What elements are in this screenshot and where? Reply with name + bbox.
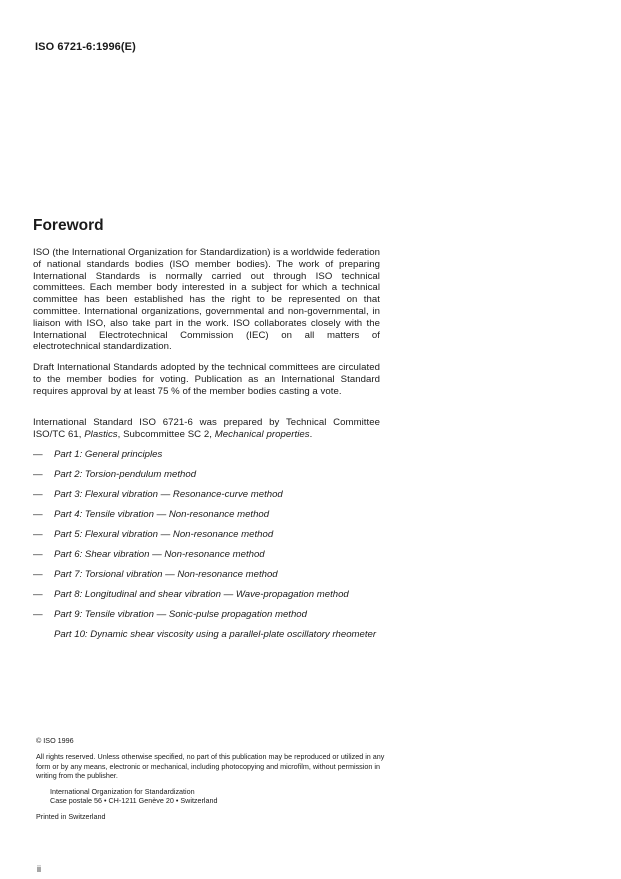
postal-address: Case postale 56 • CH-1211 Genève 20 • Switzerland [50, 796, 218, 806]
list-dash [33, 629, 54, 641]
part-title: Part 5: Flexural vibration — Non-resonance method [54, 528, 274, 540]
list-item [33, 469, 393, 481]
paragraph-3-middle: , Subcommittee SC 2, [117, 428, 215, 440]
printed-in: Printed in Switzerland [36, 812, 106, 822]
part-title: Part 1: General principles [54, 449, 163, 460]
part-title: Part 6: Shear vibration — Non-resonance method [54, 548, 265, 560]
list-item [33, 589, 393, 601]
paragraph-3-lead: International Standard ISO 6721-6 was prepared by Technical Committee ISO/TC 61, [33, 417, 380, 440]
list-item [33, 609, 393, 621]
list-dash: — [33, 449, 43, 460]
list-item [33, 489, 393, 501]
copyright-notice: © ISO 1996 [36, 736, 74, 745]
committee-name: Plastics [84, 428, 118, 440]
document-id: ISO 6721-6:1996(E) [35, 41, 136, 53]
list-dash: — [33, 528, 43, 540]
part-title: Part 10: Dynamic shear viscosity using a parallel-plate oscillatory rheometer [54, 628, 377, 640]
list-dash: — [33, 608, 43, 620]
foreword-paragraph-2: Draft International Standards adopted by the technical committees are circulated to the member bodies for voting. Publication as an International Standard requires approval by at least 75 % of the member bodies casting a vote. [33, 362, 380, 397]
rights-statement: All rights reserved. Unless otherwise specified, no part of this publication may be reproduced or utilized in any form or by any means, electronic or mechanical, including photocopying and microfilm, without permission in writing from the publisher. [36, 752, 385, 781]
part-title: Part 4: Tensile vibration — Non-resonance method [54, 508, 270, 520]
organization-address [36, 787, 388, 806]
list-dash: — [33, 468, 43, 480]
list-item [33, 529, 393, 541]
list-dash: — [33, 488, 43, 500]
list-item [33, 569, 393, 581]
part-title: Part 3: Flexural vibration — Resonance-curve method [54, 488, 283, 500]
part-title: Part 9: Tensile vibration — Sonic-pulse propagation method [54, 608, 307, 620]
organization-name: International Organization for Standardization [50, 786, 195, 796]
part-title: Part 8: Longitudinal and shear vibration — Wave-propagation method [54, 588, 349, 600]
part-title: Part 7: Torsional vibration — Non-resonance method [54, 568, 278, 580]
list-item [33, 449, 393, 461]
foreword-paragraph-1: ISO (the International Organization for Standardization) is a worldwide federation of national standards bodies (ISO member bodies). The work of preparing International Standards is normally carried out through ISO technical committees. Each member body interested in a subject for which a technical committee has been established has the right to be represented on that committee. International organizations, governmental and non-governmental, in liaison with ISO, also take part in the work. ISO collaborates closely with the International Electrotechnical Commission (IEC) on all matters of electrotechnical standardization. [33, 247, 380, 353]
copyright-block [36, 736, 388, 822]
list-dash: — [33, 568, 43, 580]
paragraph-3-end: . [309, 428, 313, 440]
list-item [33, 549, 393, 561]
parts-list [33, 449, 393, 649]
list-item [33, 629, 393, 641]
subcommittee-name: Mechanical properties [214, 428, 310, 440]
foreword-paragraph-3 [33, 417, 380, 441]
page-number: ii [37, 864, 41, 874]
page-title: Foreword [33, 217, 104, 234]
list-item [33, 509, 393, 521]
list-dash: — [33, 588, 43, 600]
list-dash: — [33, 548, 43, 560]
list-dash: — [33, 508, 43, 520]
part-title: Part 2: Torsion-pendulum method [54, 468, 197, 480]
